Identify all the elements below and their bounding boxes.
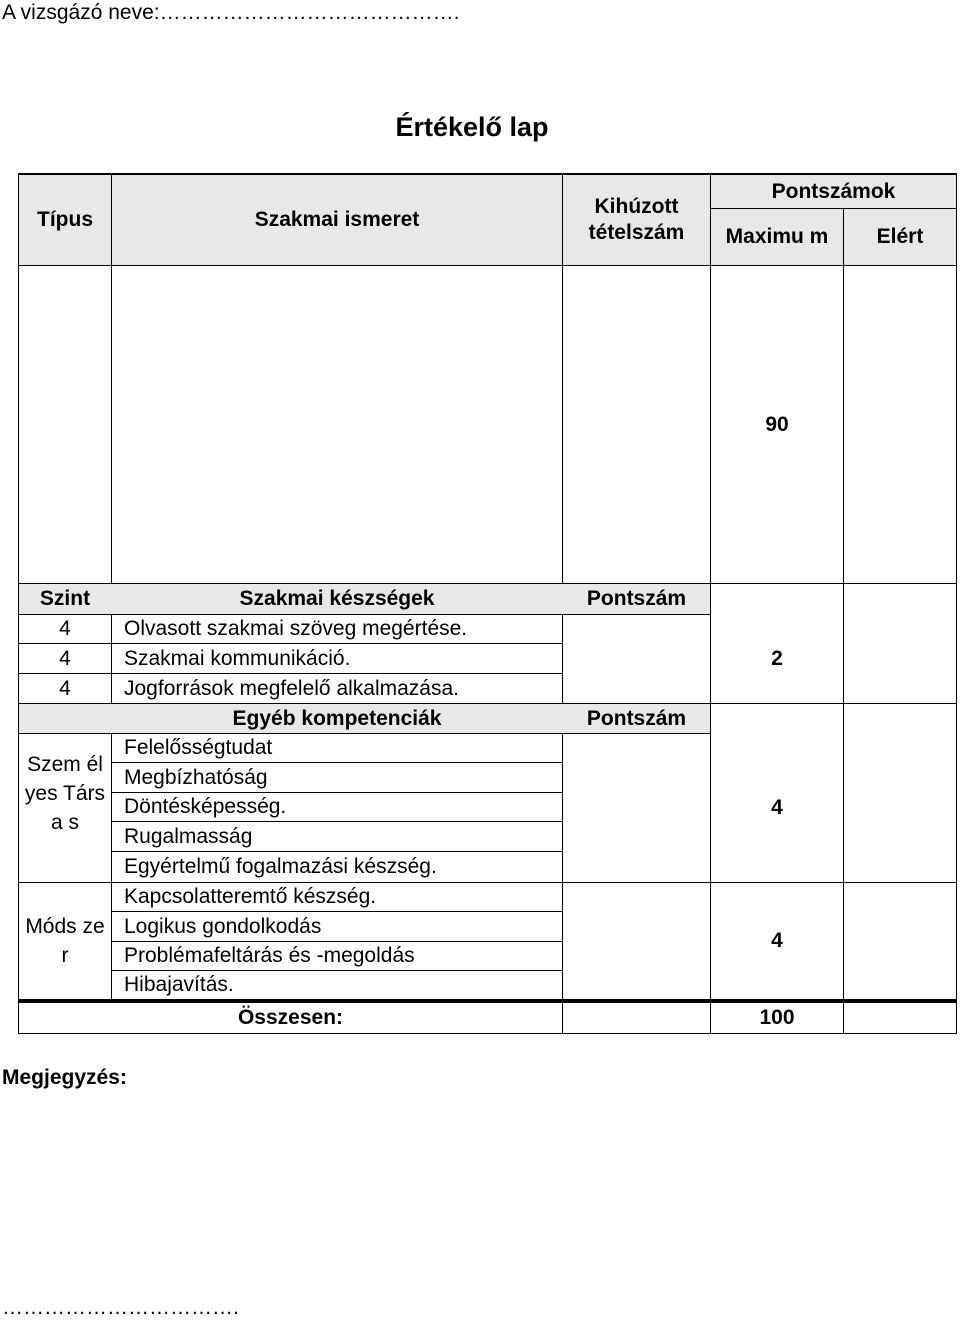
competency-item: Hibajavítás. bbox=[124, 973, 234, 996]
grid-line bbox=[562, 614, 563, 704]
skill-level: 4 bbox=[59, 676, 71, 700]
header-maximum: Maximu m bbox=[725, 225, 829, 248]
competency-item: Megbízhatóság bbox=[124, 765, 268, 789]
grid-line bbox=[111, 733, 112, 1000]
competency-item: Döntésképesség. bbox=[124, 795, 287, 818]
header-points: Pontszámok bbox=[771, 179, 896, 203]
skill-level: 4 bbox=[59, 646, 71, 670]
competency-item: Egyértelmű fogalmazási készség. bbox=[124, 855, 437, 878]
skills-max-points: 2 bbox=[771, 647, 783, 670]
signature-line: ……………………………. bbox=[2, 1296, 239, 1319]
grid-line bbox=[18, 1033, 957, 1034]
grid-line bbox=[956, 173, 957, 1034]
page-title: Értékelő lap bbox=[395, 112, 549, 142]
skill-level: 4 bbox=[59, 617, 71, 640]
competency-item: Felelősségtudat bbox=[124, 736, 273, 759]
competency-item: Rugalmasság bbox=[124, 824, 253, 848]
notes-label: Megjegyzés: bbox=[2, 1066, 127, 1089]
competency-item: Problémafeltárás és -megoldás bbox=[124, 944, 415, 967]
header-skills: Szakmai készségek bbox=[239, 587, 435, 610]
competency-item: Kapcsolatteremtő készség. bbox=[124, 885, 377, 908]
skill-item: Jogforrások megfelelő alkalmazása. bbox=[124, 676, 459, 700]
header-drawn-number: Kihúzott tételszám bbox=[588, 195, 685, 244]
skill-item: Olvasott szakmai szöveg megértése. bbox=[124, 617, 468, 640]
personal-max-points: 4 bbox=[771, 796, 783, 819]
grid-line bbox=[111, 614, 112, 704]
grid-line bbox=[562, 733, 563, 1000]
knowledge-max-points: 90 bbox=[765, 412, 789, 436]
header-other-competencies: Egyéb kompetenciák bbox=[232, 706, 442, 730]
method-label: Móds zer bbox=[25, 915, 105, 967]
header-knowledge: Szakmai ismeret bbox=[254, 208, 420, 231]
personal-social-label: Szem élyes Társa s bbox=[24, 752, 106, 834]
grid-line bbox=[843, 208, 844, 1034]
skill-item: Szakmai kommunikáció. bbox=[124, 646, 351, 670]
total-label: Összesen: bbox=[237, 1006, 344, 1029]
header-level: Szint bbox=[39, 587, 91, 610]
grid-line bbox=[562, 1003, 563, 1034]
total-max-points: 100 bbox=[759, 1006, 795, 1029]
header-achieved: Elért bbox=[876, 225, 924, 248]
method-max-points: 4 bbox=[771, 929, 783, 952]
examinee-name-label: A vizsgázó neve:……………………………………. bbox=[2, 1, 460, 24]
header-other-points: Pontszám bbox=[586, 706, 687, 730]
header-skills-points: Pontszám bbox=[586, 587, 687, 610]
header-type: Típus bbox=[37, 208, 93, 231]
competency-item: Logikus gondolkodás bbox=[124, 914, 322, 938]
